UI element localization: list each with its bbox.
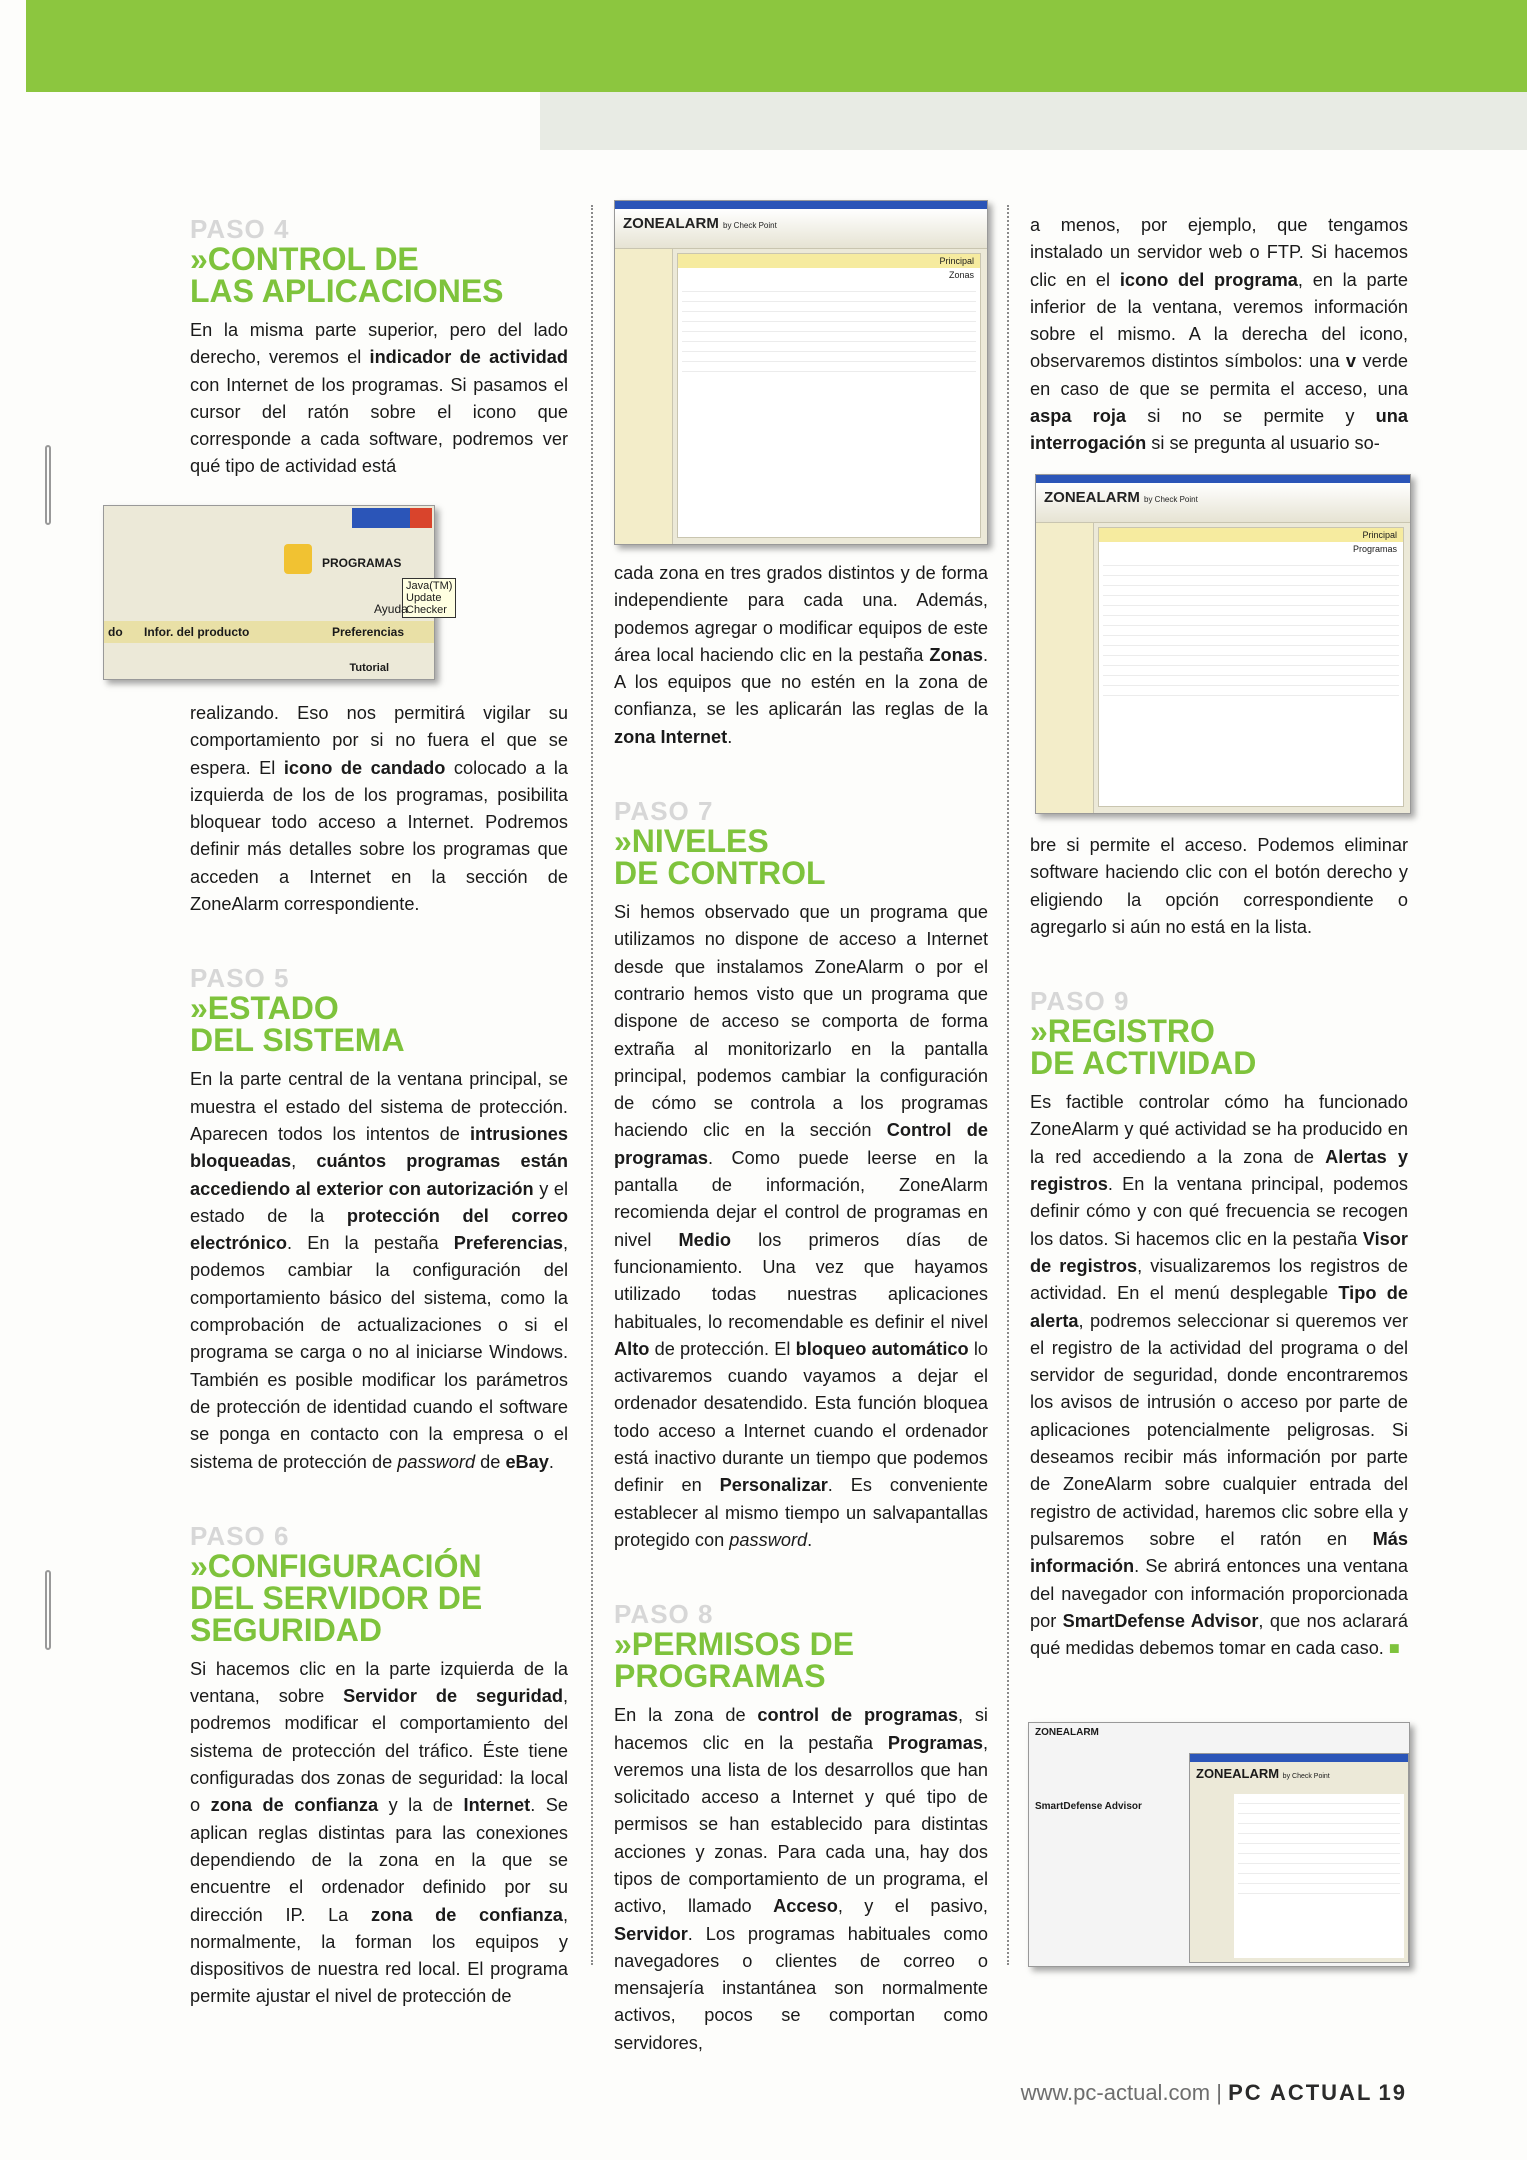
app-header — [615, 209, 987, 249]
zones-table — [677, 253, 981, 538]
step-label: PASO 4 — [190, 214, 290, 244]
advisor-title: SmartDefense Advisor — [1035, 1801, 1142, 1812]
tab-programs: Programas — [1352, 544, 1397, 554]
tab-principal: Principal — [1099, 528, 1403, 542]
padlock-icon — [284, 544, 312, 574]
footer-separator: | — [1216, 2080, 1222, 2105]
column-divider — [591, 205, 593, 1965]
top-green-band — [26, 0, 1527, 92]
screenshot-zones — [614, 200, 988, 545]
app-header — [1036, 483, 1410, 523]
tooltip: Java(TM) Update Checker — [402, 578, 456, 618]
column-divider — [1007, 205, 1009, 1965]
programs-label: PROGRAMAS — [322, 556, 402, 570]
paragraph: cada zona en tres grados distintos y de forma independiente para cada una. Además, podemos agregar o modificar equipos de este área local haciendo clic en la pestaña Zonas. A los equipos que no estén en la zona de confianza, se les aplicarán las reglas de la zona Internet. — [614, 563, 988, 747]
top-grey-band — [540, 92, 1527, 150]
section-heading: »CONFIGURACIÓN DEL SERVIDOR DE SEGURIDAD — [190, 1547, 483, 1648]
screenshot-log-viewer — [1028, 1722, 1410, 1967]
paragraph: Si hacemos clic en la parte izquierda de la ventana, sobre Servidor de seguridad, podremos modificar el comportamiento del sistema de protección del tráfico. Éste tiene configuradas dos zonas de seguridad: la local o zona de confianza y la de Internet. Se aplican reglas distintas para las conexiones dependiendo de la zona en la que se encuentre el ordenador definido por su dirección IP. La zona de confianza, normalmente, la forman los equipos y dispositivos de nuestra red local. El programa permite ajustar el nivel de protección de — [190, 1658, 568, 2007]
column-3 — [1030, 212, 1408, 458]
footer-url: www.pc-actual.com — [1020, 2080, 1211, 2105]
tab-zones: Zonas — [948, 270, 974, 280]
programs-table — [1098, 527, 1404, 807]
page-footer — [1021, 2080, 1407, 2106]
footer-magazine: PC ACTUAL — [1228, 2080, 1373, 2105]
tab-product-info: Infor. del producto — [144, 625, 250, 639]
sidebar — [615, 249, 673, 544]
tab-principal: Principal — [678, 254, 980, 268]
tab-preferences: Preferencias — [331, 625, 404, 639]
step-label: PASO 8 — [614, 1599, 714, 1630]
section-heading: »CONTROL DE LAS APLICACIONES — [190, 241, 504, 309]
paragraph: Es factible controlar cómo ha funcionado ZoneAlarm y qué actividad se ha producido en la red accediendo a la zona de Alertas y registros. En la ventana principal, podemos definir cómo y con qué frecuencia se recogen los datos. Si hacemos clic en la pestaña Visor de registros, visualizaremos los registros de actividad. En el menú desplegable Tipo de alerta, podremos seleccionar si queremos ver el registro de la actividad del programa o del servidor de seguridad, donde encontraremos los avisos de intrusión o acceso por parte de aplicaciones potencialmente peligrosas. Si deseamos recibir más información por parte de ZoneAlarm sobre cualquier entrada del registro de actividad, haremos clic sobre ella y pulsaremos sobre el ratón en Más información. Se abrirá entonces una ventana del navegador con información proporcionada por SmartDefense Advisor, que nos aclarará qué medidas debemos tomar en cada caso. ■ — [1030, 1092, 1409, 1659]
screenshot-programs-tooltip — [103, 505, 453, 680]
tab-bar — [104, 621, 434, 643]
paragraph: En la misma parte superior, pero del lado derecho, veremos el indicador de actividad con Internet de los programas. Si pasamos el cursor del ratón sobre el icono que corresponde a cada software, podremos ver qué tipo de actividad está — [190, 320, 568, 477]
browser-logo: ZONEALARM — [1035, 1727, 1099, 1738]
column-3b — [1030, 832, 1408, 1662]
section-heading: »PERMISOS DE PROGRAMAS — [614, 1626, 855, 1695]
binding-clip — [45, 445, 51, 525]
title-bar — [1190, 1754, 1408, 1762]
step-label: PASO 7 — [614, 796, 714, 827]
sidebar — [1036, 523, 1094, 813]
column-1 — [190, 215, 568, 481]
step-label: PASO 6 — [190, 1520, 290, 1551]
column-2 — [614, 560, 988, 2057]
log-table — [1234, 1794, 1404, 1958]
step-label: PASO 5 — [190, 963, 290, 994]
footer-page-number: 19 — [1378, 2080, 1407, 2105]
title-bar — [615, 201, 987, 209]
app-logo: ZONEALARM by Check Point — [1196, 1766, 1330, 1781]
screenshot-programs — [1035, 474, 1411, 814]
paragraph: En la parte central de la ventana principal, se muestra el estado del sistema de protección. Aparecen todos los intentos de intrusiones bloqueadas, cuántos programas están accediendo al exterior con autorización y el estado de la protección del correo electrónico. En la pestaña Preferencias, podemos cambiar la configuración del comportamiento básico del sistema, como la comprobación de actualizaciones o si el programa se carga o no al iniciarse Windows. También es posible modificar los parámetros de protección de identidad cuando el software se ponga en contacto con la empresa o el sistema de protección de password de eBay. — [190, 1069, 569, 1472]
zonealarm-window — [1189, 1753, 1409, 1963]
section-heading: »REGISTRO DE ACTIVIDAD — [1030, 1013, 1257, 1082]
close-icon — [410, 508, 432, 528]
section-heading: »ESTADO DEL SISTEMA — [190, 990, 405, 1059]
tutorial-label: Tutorial — [349, 662, 389, 674]
paragraph: En la zona de control de programas, si hacemos clic en la pestaña Programas, veremos una lista de los desarrollos que han solicitado acceso a Internet y qué tipo de permisos se han establecido para distintas acciones y zonas. Para cada una, hay dos tipos de comportamiento de un programa, el activo, llamado Acceso, y el pasivo, Servidor. Los programas habituales como navegadores o clientes de correo o mensajería instantánea son normalmente activos, pocos se comportan como servidores, — [614, 1705, 988, 2053]
tab-fragment: do — [108, 625, 123, 639]
paragraph: bre si permite el acceso. Podemos eliminar software haciendo clic con el botón derecho y eligiendo la opción correspondiente o agregarlo si aún no está en la lista. — [1030, 835, 1408, 937]
paragraph: realizando. Eso nos permitirá vigilar su comportamiento por si no fuera el que se espera. El icono de candado colocado a la izquierda de los de los programas, posibilita bloquear todo acceso a Internet. Podremos definir más detalles sobre los programas que acceden a Internet en la sección de ZoneAlarm correspondiente. — [190, 703, 568, 915]
app-logo: ZONEALARM by Check Point — [623, 215, 777, 232]
app-logo: ZONEALARM by Check Point — [1044, 489, 1198, 506]
step-label: PASO 9 — [1030, 986, 1130, 1017]
title-bar — [1036, 475, 1410, 483]
section-heading: »NIVELES DE CONTROL — [614, 823, 826, 892]
paragraph: Si hemos observado que un programa que utilizamos no dispone de acceso a Internet desde que instalamos ZoneAlarm o por el contrario hemos visto que un programa que dispone de acceso se comporta de forma extraña al monitorizarlo en la pantalla principal, podemos cambiar la configuración de cómo se controla a los programas haciendo clic en la sección Control de programas. Como puede leerse en la pantalla de información, ZoneAlarm recomienda dejar el control de programas en nivel Medio los primeros días de funcionamiento. Una vez que hayamos utilizado todas nuestras aplicaciones habituales, lo recomendable es definir el nivel Alto de protección. El bloqueo automático lo activaremos cuando vayamos a dejar el ordenador desatendido. Esta función bloquea todo acceso a Internet cuando el ordenador está inactivo durante un tiempo que podemos definir en Personalizar. Es conveniente establecer al mismo tiempo un salvapantallas protegido con password. — [614, 902, 988, 1550]
paragraph: a menos, por ejemplo, que tengamos instalado un servidor web o FTP. Si hacemos clic en el icono del programa, en la parte inferior de la ventana, veremos información sobre el mismo. A la derecha del icono, observaremos distintos símbolos: una v verde en caso de que se permita el acceso, una aspa roja si no se permite y una interrogación si se pregunta al usuario so- — [1030, 215, 1408, 454]
binding-clip — [45, 1570, 51, 1650]
help-link: Ayuda — [374, 602, 408, 616]
column-1b — [190, 700, 568, 2011]
